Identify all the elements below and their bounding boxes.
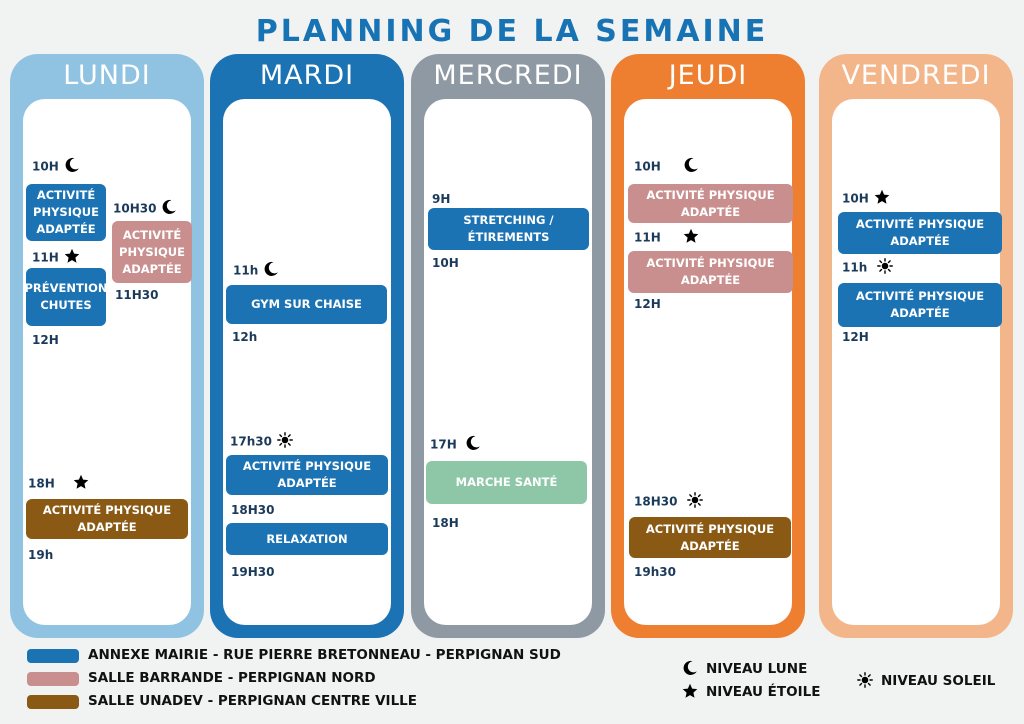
event-block[interactable]: ACTIVITÉ PHYSIQUE ADAPTÉE [26,499,188,539]
time-label: 11H [32,250,80,266]
star-icon [682,683,698,699]
moon-icon [682,660,698,676]
time-label: 12H [634,297,661,311]
event-block[interactable]: GYM SUR CHAISE [226,285,387,324]
event-block[interactable]: ACTIVITÉ PHYSIQUE ADAPTÉE [226,455,388,495]
event-block[interactable]: RELAXATION [226,523,388,555]
legend-level-soleil: NIVEAU SOLEIL [881,673,996,689]
star-icon [874,189,890,205]
time-label: 18H30 [231,503,275,517]
day-name: JEUDI [668,60,748,91]
sun-icon [877,258,893,274]
day-name: MERCREDI [433,60,583,91]
time-label: 11h [842,260,893,276]
day-name: LUNDI [63,60,151,91]
event-block[interactable]: ACTIVITÉ PHYSIQUE ADAPTÉE [26,184,106,241]
moon-icon [683,157,699,173]
time-label: 18H [28,476,89,492]
sun-icon [277,432,293,448]
day-column-mercredi [411,54,605,638]
moon-icon [161,199,177,215]
time-label: 19h [28,548,54,562]
day-schedule [23,99,191,625]
event-block[interactable]: MARCHE SANTÉ [426,461,587,504]
event-block[interactable]: ACTIVITÉ PHYSIQUE ADAPTÉE [112,221,192,283]
time-label: 18H30 [634,494,703,510]
star-icon [64,248,80,264]
event-block[interactable]: ACTIVITÉ PHYSIQUE ADAPTÉE [628,251,793,293]
legend-location-annexe-mairie: ANNEXE MAIRIE - RUE PIERRE BRETONNEAU - PERPIGNAN SUD [88,647,561,663]
time-label: 10H [32,159,80,175]
legend-level-etoile: NIVEAU ÉTOILE [706,684,821,700]
time-label: 19h30 [634,565,676,579]
page-title: PLANNING DE LA SEMAINE [255,14,769,49]
day-schedule [424,99,592,625]
time-label: 10H30 [113,201,177,217]
legend-level-lune: NIVEAU LUNE [706,661,808,677]
time-label: 17h30 [230,434,293,450]
event-block[interactable]: STRETCHING / ÉTIREMENTS [428,208,589,250]
day-schedule [832,99,1000,625]
legend-swatch-rose [27,672,79,686]
time-label: 12H [842,330,869,344]
day-name: MARDI [259,60,355,91]
moon-icon [465,435,481,451]
legend-swatch-brown [27,695,79,709]
star-icon [73,474,89,490]
time-label: 11H [634,230,699,246]
event-block[interactable]: ACTIVITÉ PHYSIQUE ADAPTÉE [838,212,1002,254]
time-label: 12h [232,330,258,344]
legend-location-salle-barrande: SALLE BARRANDE - PERPIGNAN NORD [88,670,376,686]
sun-icon [857,672,873,688]
moon-icon [263,261,279,277]
day-column-vendredi [819,54,1013,638]
time-label: 9H [432,192,451,206]
time-label: 11H30 [115,288,159,302]
event-block[interactable]: ACTIVITÉ PHYSIQUE ADAPTÉE [838,283,1002,327]
legend-swatch-blue [27,649,79,663]
time-label: 10H [842,191,890,207]
legend-location-salle-unadev: SALLE UNADEV - PERPIGNAN CENTRE VILLE [88,693,417,709]
time-label: 10H [432,256,459,270]
time-label: 10H [634,159,699,175]
time-label: 18H [432,516,459,530]
event-block[interactable]: ACTIVITÉ PHYSIQUE ADAPTÉE [628,184,793,223]
time-label: 11h [233,263,279,279]
time-label: 17H [430,437,481,453]
day-name: VENDREDI [841,60,991,91]
star-icon [683,228,699,244]
moon-icon [64,157,80,173]
event-block[interactable]: ACTIVITÉ PHYSIQUE ADAPTÉE [629,517,791,558]
event-block[interactable]: PRÉVENTION CHUTES [26,268,106,326]
sun-icon [687,492,703,508]
time-label: 12H [32,333,59,347]
time-label: 19H30 [231,565,275,579]
